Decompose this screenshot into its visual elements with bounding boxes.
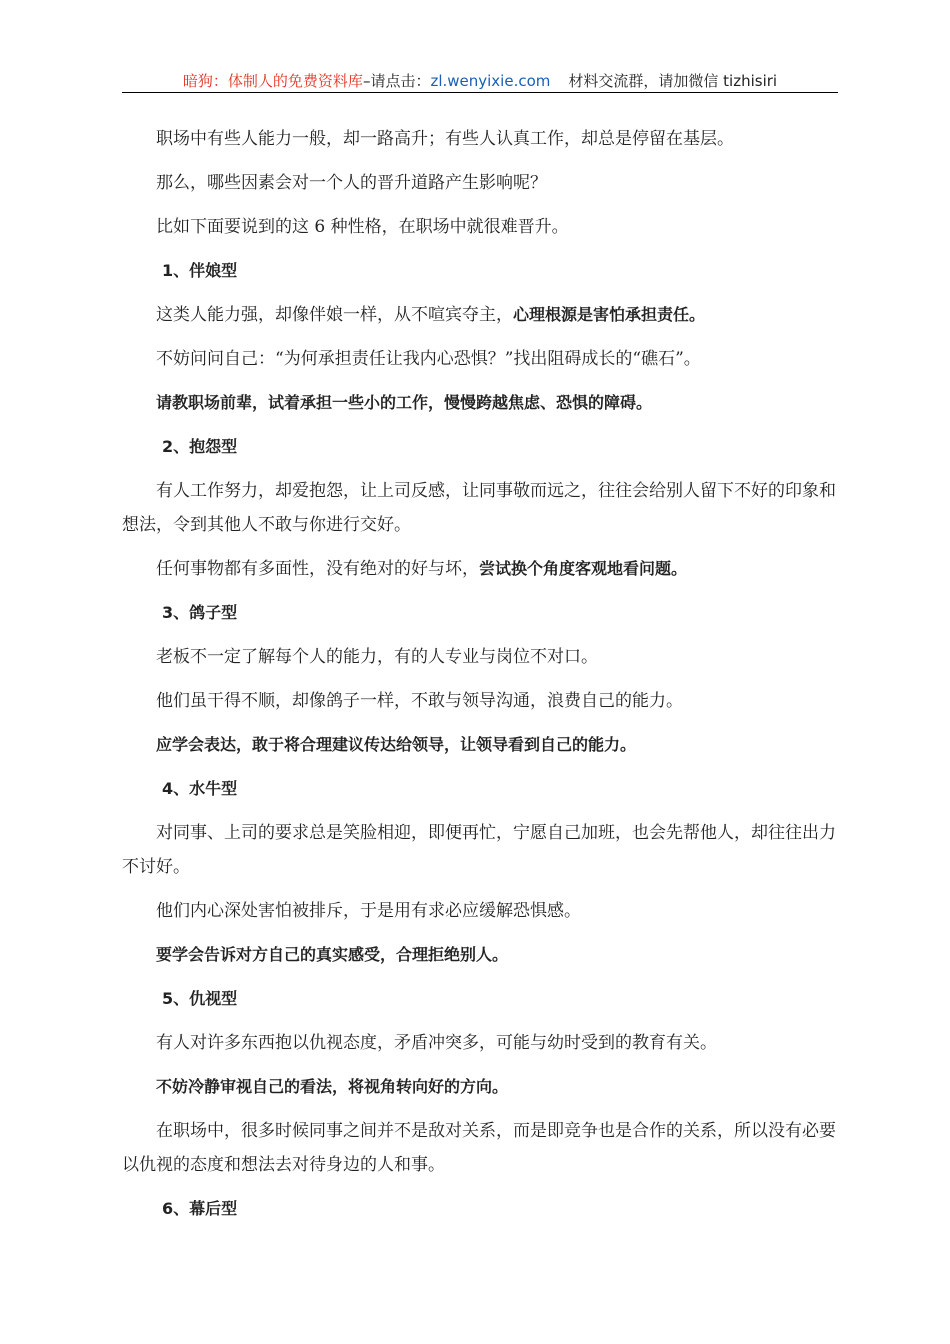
paragraph-emphasis: 心理根源是害怕承担责任。	[513, 305, 706, 324]
section-heading: 5、仇视型	[162, 989, 238, 1008]
paragraph	[122, 1070, 838, 1104]
header-brand: 暗狗：体制人的免费资料库	[182, 72, 363, 90]
header-prompt: –请点击：	[362, 72, 431, 90]
intro-paragraph: 比如下面要说到的这 6 种性格，在职场中就很难晋升。	[156, 217, 569, 237]
section-heading: 4、水牛型	[162, 779, 238, 798]
paragraph	[122, 298, 838, 332]
paragraph-emphasis: 要学会告诉对方自己的真实感受，合理拒绝别人。	[156, 945, 509, 964]
paragraph: 在职场中，很多时候同事之间并不是敌对关系，而是即竞争也是合作的关系，所以没有必要以仇视的态度和想法去对待身边的人和事。	[122, 1121, 836, 1175]
paragraph-emphasis: 尝试换个角度客观地看问题。	[479, 559, 688, 578]
paragraph: 对同事、上司的要求总是笑脸相迎，即便再忙，宁愿自己加班，也会先帮他人，却往往出力不讨好。	[122, 823, 836, 877]
page-header	[122, 70, 838, 93]
section-heading: 3、鸽子型	[162, 603, 238, 622]
intro-paragraph: 那么，哪些因素会对一个人的晋升道路产生影响呢？	[156, 173, 547, 193]
paragraph: 老板不一定了解每个人的能力，有的人专业与岗位不对口。	[156, 647, 598, 667]
article-body	[122, 122, 838, 1236]
intro-paragraph: 职场中有些人能力一般，却一路高升；有些人认真工作，却总是停留在基层。	[156, 129, 734, 149]
paragraph: 不妨问问自己：“为何承担责任让我内心恐惧？”找出阻碍成长的“礁石”。	[156, 349, 701, 369]
paragraph	[122, 552, 838, 586]
paragraph	[122, 728, 838, 762]
paragraph	[122, 386, 838, 420]
section-heading: 2、抱怨型	[162, 437, 238, 456]
paragraph: 有人对许多东西抱以仇视态度，矛盾冲突多，可能与幼时受到的教育有关。	[156, 1033, 717, 1053]
paragraph-text: 任何事物都有多面性，没有绝对的好与坏，	[156, 559, 479, 579]
section-heading: 6、幕后型	[162, 1199, 238, 1218]
paragraph-emphasis: 应学会表达，敢于将合理建议传达给领导，让领导看到自己的能力。	[156, 735, 637, 754]
paragraph: 他们内心深处害怕被排斥，于是用有求必应缓解恐惧感。	[156, 901, 581, 921]
header-group-note: 材料交流群，请加微信 tizhisiri	[568, 72, 778, 90]
paragraph: 有人工作努力，却爱抱怨，让上司反感，让同事敬而远之，往往会给别人留下不好的印象和想法，令到其他人不敢与你进行交好。	[122, 481, 836, 535]
section-heading: 1、伴娘型	[162, 261, 238, 280]
paragraph-emphasis: 请教职场前辈，试着承担一些小的工作，慢慢跨越焦虑、恐惧的障碍。	[156, 393, 653, 412]
paragraph: 他们虽干得不顺，却像鸽子一样，不敢与领导沟通，浪费自己的能力。	[156, 691, 683, 711]
header-link[interactable]: zl.wenyixie.com	[430, 72, 551, 90]
paragraph-emphasis: 不妨冷静审视自己的看法，将视角转向好的方向。	[156, 1077, 509, 1096]
paragraph-text: 这类人能力强，却像伴娘一样，从不喧宾夺主，	[156, 305, 513, 325]
paragraph	[122, 938, 838, 972]
